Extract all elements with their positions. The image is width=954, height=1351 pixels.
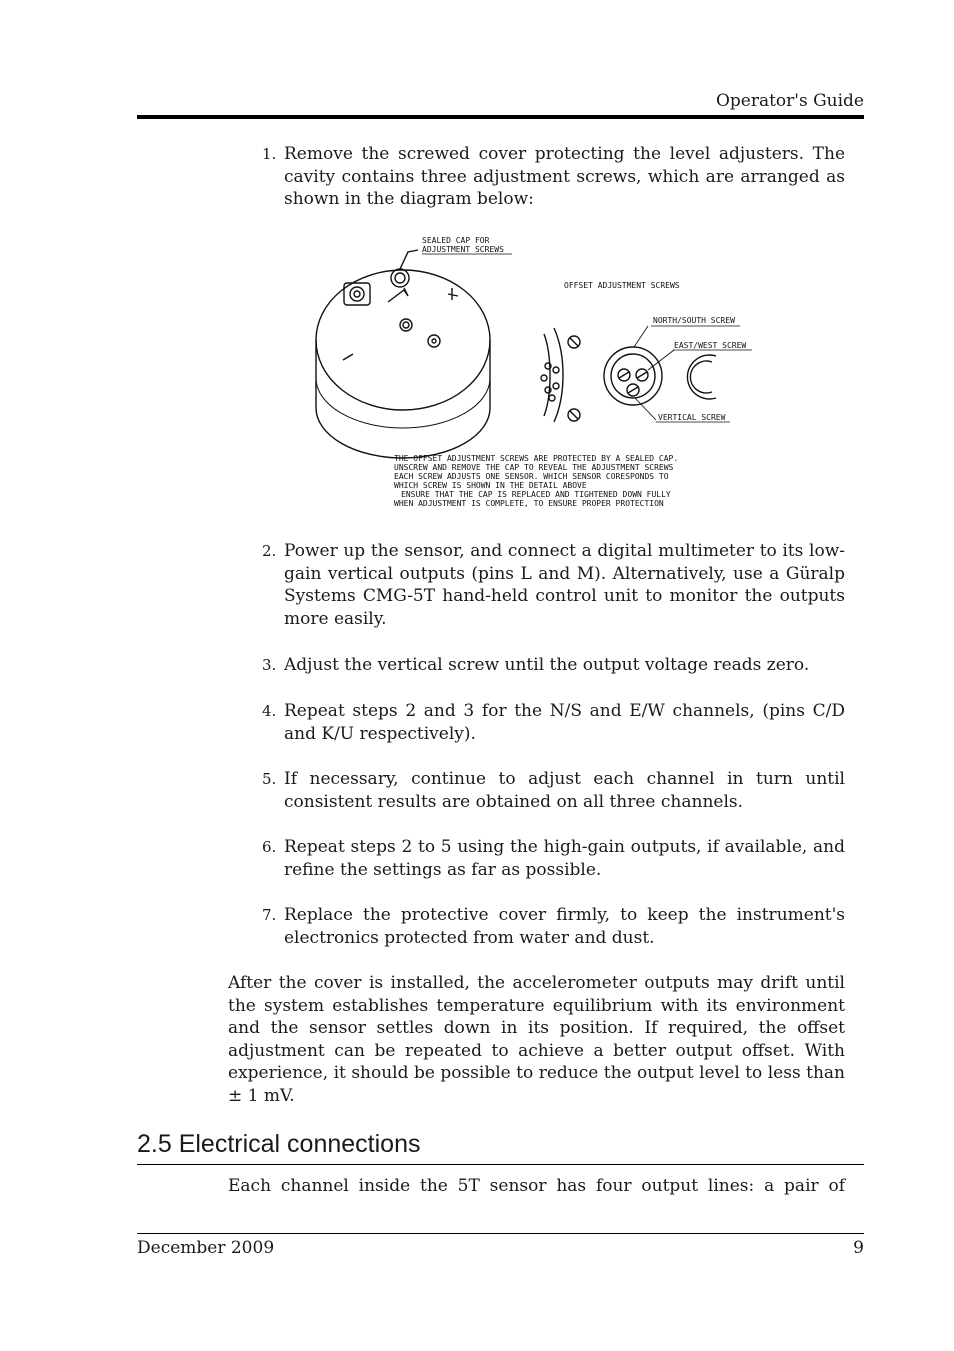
step-4 <box>262 700 845 745</box>
step-text: Remove the screwed cover protecting the level adjusters. The cavity contains three adjustment screws, which are arranged as shown in the diagram below: <box>284 144 845 210</box>
step-7 <box>262 904 845 949</box>
step-text: Repeat steps 2 and 3 for the N/S and E/W channels, (pins C/D and K/U respectively). <box>284 701 845 744</box>
step-2 <box>262 540 845 630</box>
step-number: 7. <box>262 906 277 924</box>
step-text: If necessary, continue to adjust each channel in turn until consistent results are obtained on all three channels. <box>284 769 845 812</box>
step-text: Repeat steps 2 to 5 using the high-gain outputs, if available, and refine the settings as far as possible. <box>284 837 845 880</box>
step-text: Replace the protective cover firmly, to keep the instrument's electronics protected from water and dust. <box>284 905 845 948</box>
step-text: Power up the sensor, and connect a digital multimeter to its low-gain vertical outputs (pins L and M). Alternatively, use a Güralp Systems CMG-5T hand-held control unit to monitor the outputs more easily. <box>284 541 845 629</box>
section-rule <box>137 1164 864 1165</box>
sensor-diagram <box>308 230 762 517</box>
note-line-5: ENSURE THAT THE CAP IS REPLACED AND TIGHTENED DOWN FULLY <box>401 490 671 499</box>
step-number: 6. <box>262 838 277 856</box>
step-number: 4. <box>262 702 277 720</box>
section-heading: 2.5 Electrical connections <box>137 1130 421 1158</box>
step-6 <box>262 836 845 881</box>
label-north-south: NORTH/SOUTH SCREW <box>653 316 735 325</box>
step-5 <box>262 768 845 813</box>
footer-rule <box>137 1233 864 1234</box>
label-vertical: VERTICAL SCREW <box>658 413 726 422</box>
header-rule <box>137 115 864 119</box>
body-paragraph: After the cover is installed, the accelerometer outputs may drift until the system establishes temperature equilibrium with its environment and the sensor settles down in its position. If required, the offset adjustment can be repeated to achieve a better output offset. With experience, it should be possible to reduce the output level to less than ± 1 mV. <box>228 973 845 1106</box>
section-body-text: Each channel inside the 5T sensor has four output lines: a pair of <box>228 1176 845 1196</box>
sealed-cap-icon <box>391 269 409 287</box>
note-line-1: THE OFFSET ADJUSTMENT SCREWS ARE PROTECTED BY A SEALED CAP. <box>394 454 679 463</box>
step-number: 2. <box>262 542 277 560</box>
running-header: Operator's Guide <box>715 91 864 111</box>
note-line-3: EACH SCREW ADJUSTS ONE SENSOR. WHICH SENSOR CORESPONDS TO <box>394 472 669 481</box>
note-line-2: UNSCREW AND REMOVE THE CAP TO REVEAL THE ADJUSTMENT SCREWS <box>394 463 674 472</box>
label-cap-2: ADJUSTMENT SCREWS <box>422 245 504 254</box>
footer-date: December 2009 <box>137 1238 275 1258</box>
label-east-west: EAST/WEST SCREW <box>674 341 747 350</box>
step-number: 3. <box>262 656 277 674</box>
label-offset: OFFSET ADJUSTMENT SCREWS <box>564 281 680 290</box>
step-1 <box>262 143 845 211</box>
step-number: 1. <box>262 145 277 163</box>
step-3 <box>262 654 845 677</box>
page-number: 9 <box>853 1238 864 1258</box>
note-line-6: WHEN ADJUSTMENT IS COMPLETE, TO ENSURE PROPER PROTECTION <box>394 499 664 508</box>
label-cap-1: SEALED CAP FOR <box>422 236 490 245</box>
step-text: Adjust the vertical screw until the output voltage reads zero. <box>284 655 810 675</box>
note-line-4: WHICH SCREW IS SHOWN IN THE DETAIL ABOVE <box>394 481 587 490</box>
sensor-body-outline <box>316 340 490 458</box>
step-number: 5. <box>262 770 277 788</box>
